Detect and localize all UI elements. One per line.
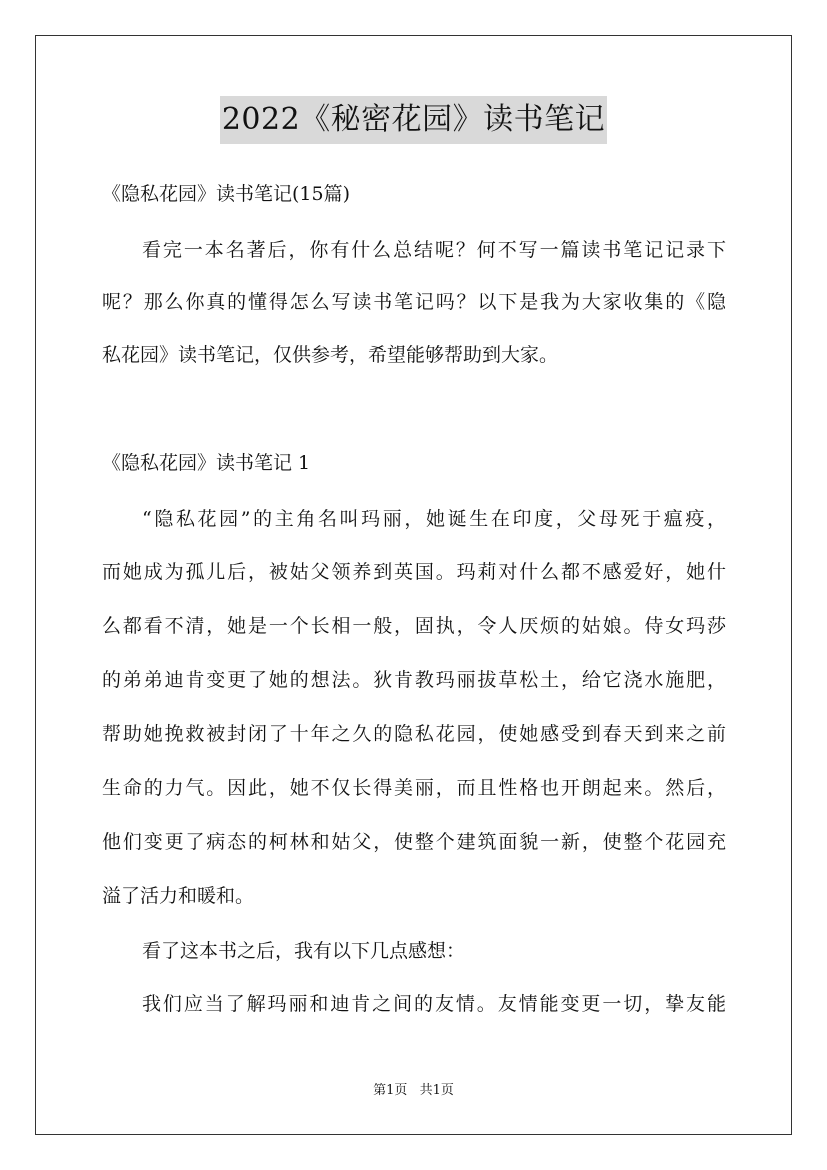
document-title: 2022《秘密花园》读书笔记 (220, 96, 607, 144)
section-line-2: 而她成为孤儿后，被姑父领养到英国。玛莉对什么都不感爱好，她什 (102, 561, 726, 583)
section-line-8: 溢了活力和暖和。 (102, 885, 255, 907)
page-number: 第1页 (373, 1083, 408, 1098)
reflection-line: 我们应当了解玛丽和迪肯之间的友情。友情能变更一切，挚友能 (142, 993, 726, 1015)
section-line-7: 他们变更了病态的柯林和姑父，使整个建筑面貌一新，使整个花园充 (102, 831, 726, 853)
intro-line-2: 呢？那么你真的懂得怎么写读书笔记吗？以下是我为大家收集的《隐 (102, 291, 726, 313)
section-line-5: 帮助她挽救被封闭了十年之久的隐私花园，使她感受到春天到来之前 (102, 723, 726, 745)
intro-line-1: 看完一本名著后，你有什么总结呢？何不写一篇读书笔记记录下 (142, 239, 726, 261)
page-total: 共1页 (419, 1083, 454, 1098)
intro-line-3: 私花园》读书笔记，仅供参考，希望能够帮助到大家。 (102, 344, 559, 366)
document-subtitle: 《隐私花园》读书笔记(15篇) (102, 183, 351, 205)
section-line-3: 么都看不清，她是一个长相一般，固执，令人厌烦的姑娘。侍女玛莎 (102, 615, 726, 637)
section-line-6: 生命的力气。因此，她不仅长得美丽，而且性格也开朗起来。然后， (102, 777, 726, 799)
section-line-4: 的弟弟迪肯变更了她的想法。狄肯教玛丽拔草松土，给它浇水施肥， (102, 669, 726, 691)
title-container (0, 96, 827, 144)
page-footer (0, 1082, 827, 1100)
section-line-1: “隐私花园”的主角名叫玛丽，她诞生在印度，父母死于瘟疫， (142, 508, 726, 530)
reflection-intro: 看了这本书之后，我有以下几点感想： (142, 940, 466, 962)
section-heading: 《隐私花园》读书笔记 1 (102, 452, 311, 474)
